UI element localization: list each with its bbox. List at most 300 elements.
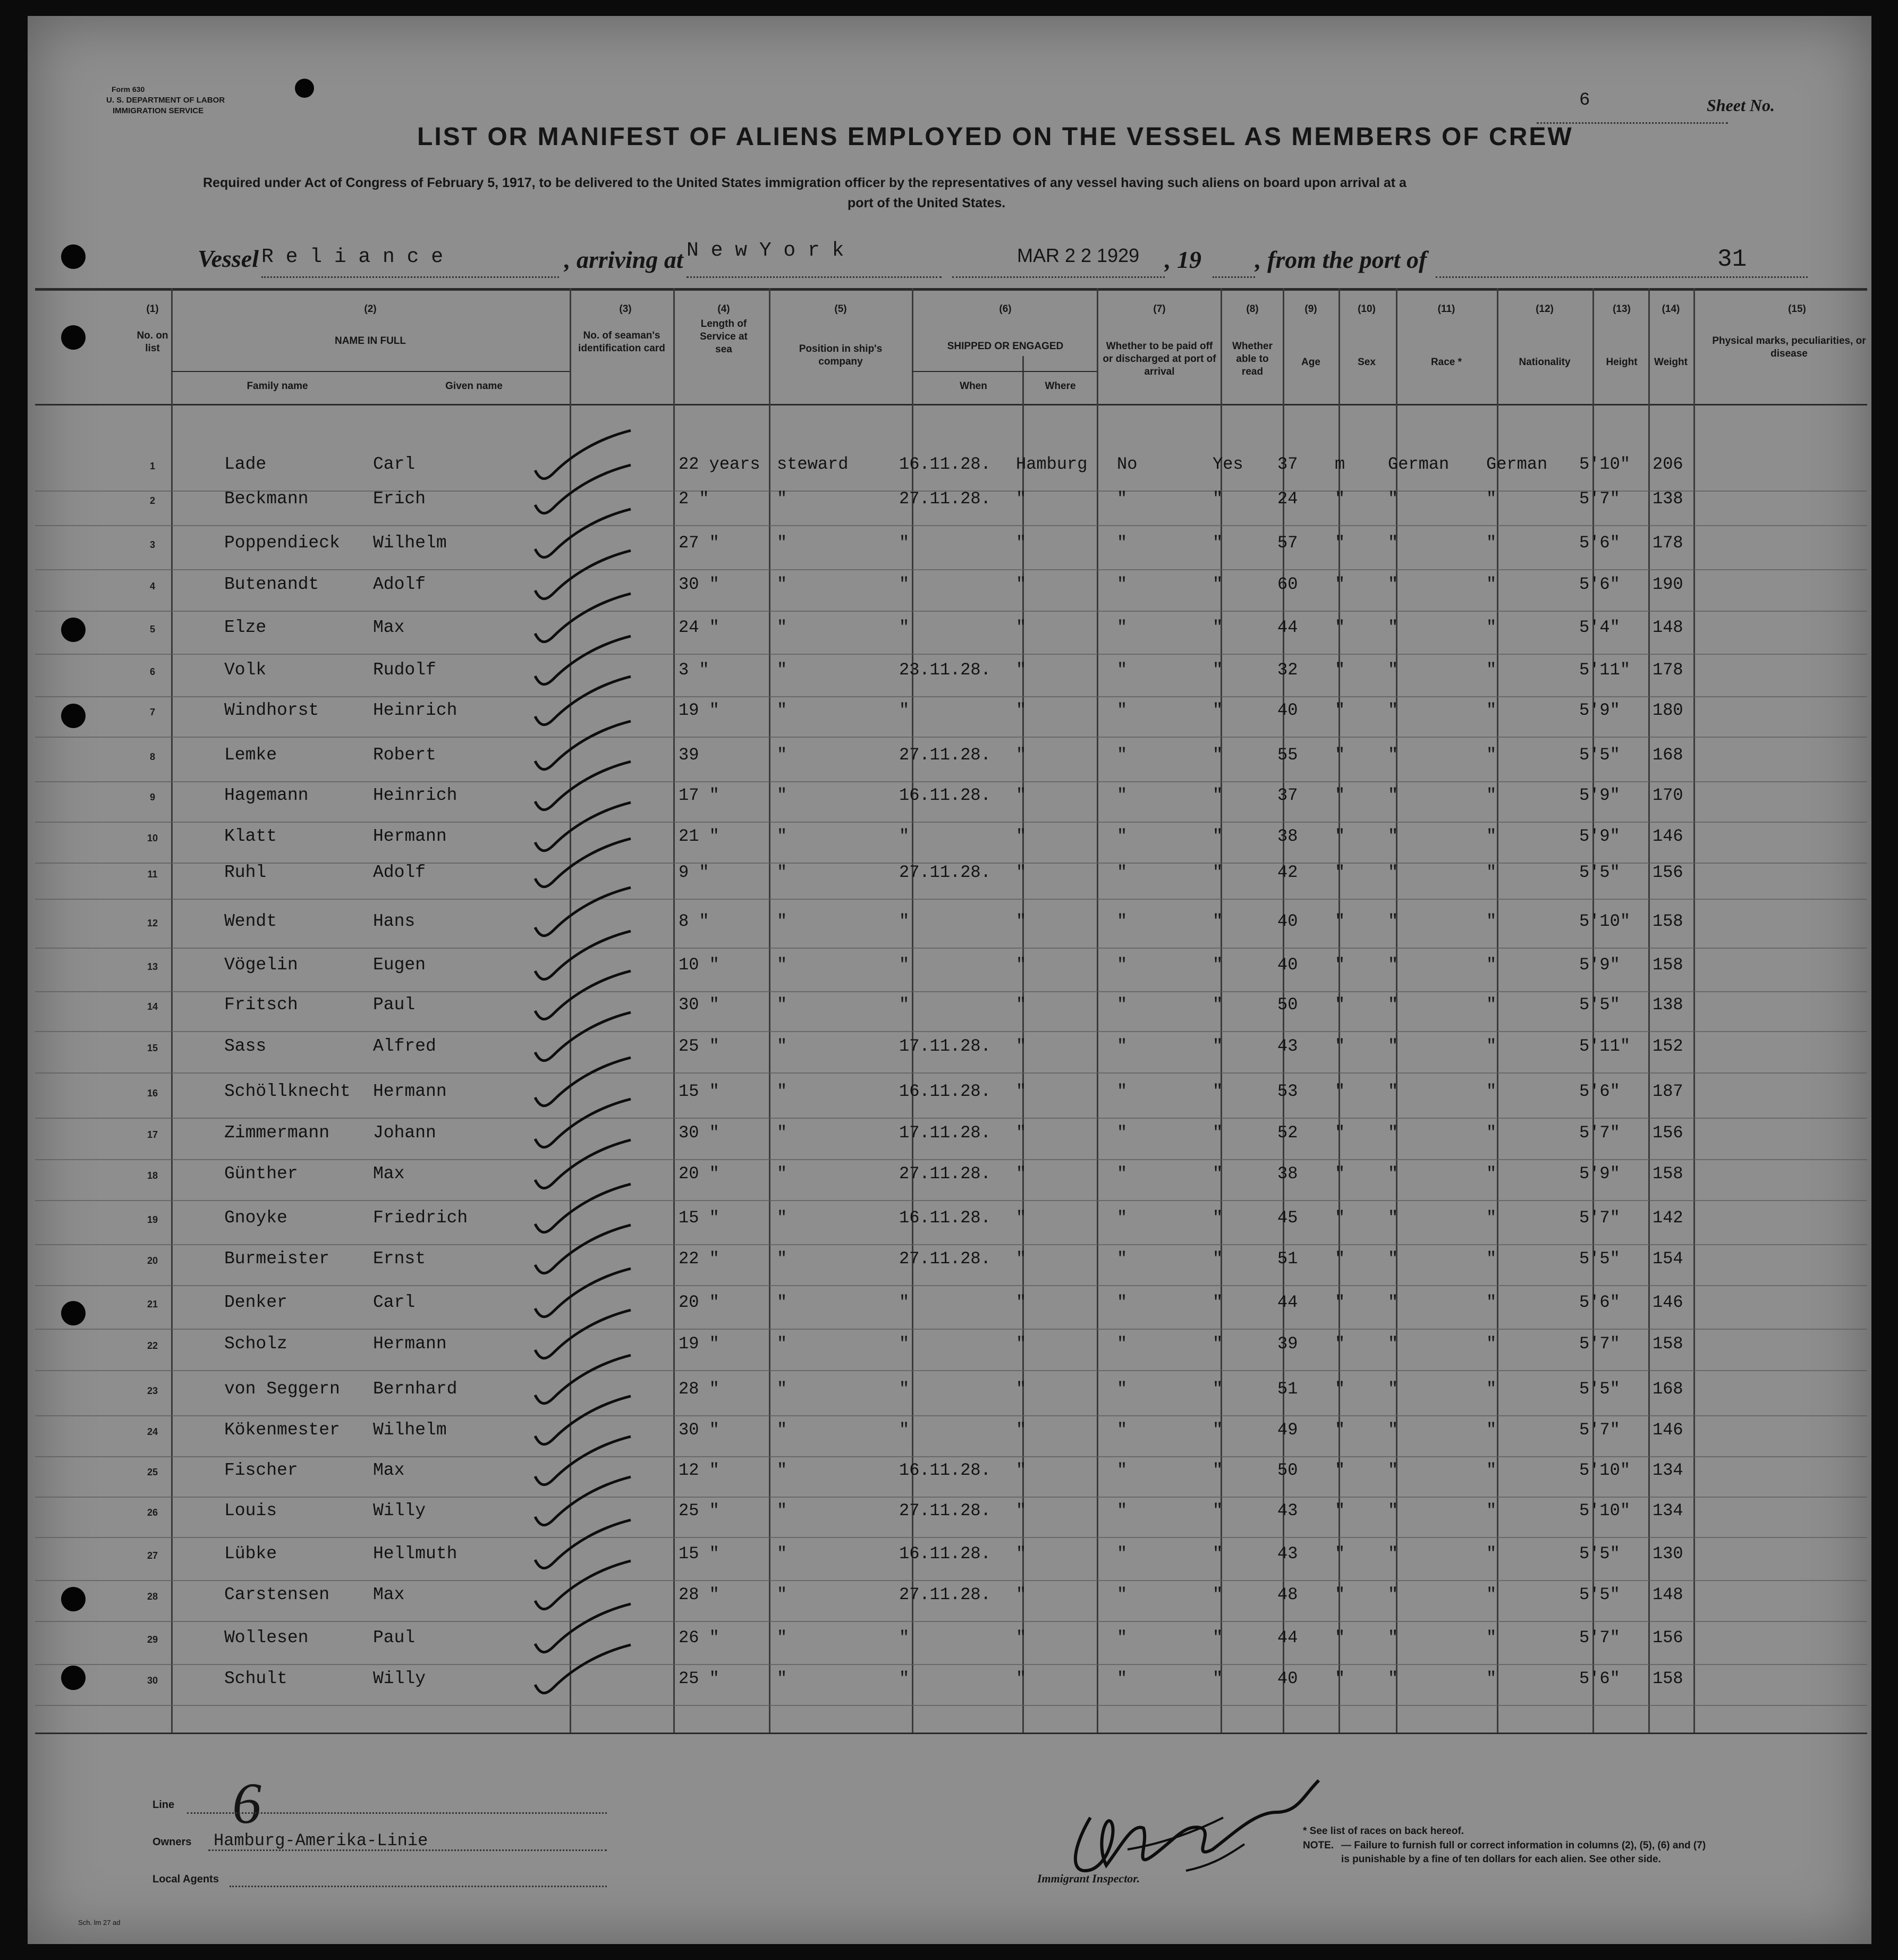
age-cell: 32 [1277,660,1298,680]
service-cell: 15 " [679,1082,719,1101]
able-to-read-cell: " [1213,955,1223,975]
sheet-label: Sheet No. [1707,96,1775,115]
position-cell: " [777,1249,787,1269]
race-cell: " [1388,1164,1399,1184]
shipped-when-cell: 17.11.28. [899,1123,991,1143]
sex-cell: " [1335,955,1345,975]
given-name-cell: Robert [373,745,436,765]
nationality-cell: " [1486,1249,1497,1269]
race-cell: " [1388,1249,1399,1269]
family-name-cell: Elze [224,618,267,637]
shipped-where-cell: " [1016,1334,1027,1354]
race-cell: " [1388,1628,1399,1648]
shipped-when-cell: " [899,995,910,1015]
shipped-where-cell: " [1016,1249,1027,1269]
position-cell: " [777,955,787,975]
height-cell: 5'11" [1579,1036,1631,1056]
col-num-6: (6) [999,303,1012,315]
age-cell: 37 [1277,785,1298,805]
nationality-cell: " [1486,660,1497,680]
row-number: 4 [149,581,155,592]
able-to-read-cell: " [1213,1544,1223,1564]
department-label: U. S. DEPARTMENT OF LABOR [106,96,225,105]
row-rule [35,1072,1867,1074]
service-label: IMMIGRATION SERVICE [113,106,204,115]
height-cell: 5'5" [1579,1585,1620,1604]
race-cell: " [1388,911,1399,931]
given-name-cell: Alfred [373,1036,436,1056]
height-cell: 5'9" [1579,785,1620,805]
owners-underline [208,1849,607,1851]
position-cell: " [777,1123,787,1143]
race-cell: " [1388,1123,1399,1143]
col-header-position: Position in ship's company [799,343,883,367]
row-rule [35,525,1867,526]
height-cell: 5'5" [1579,1379,1620,1399]
service-cell: 30 " [679,995,719,1015]
paid-off-cell: " [1117,1164,1128,1184]
column-divider [769,288,770,1733]
sex-cell: " [1335,1501,1345,1520]
given-name-cell: Willy [373,1669,426,1688]
position-cell: " [777,1420,787,1440]
age-cell: 43 [1277,1501,1298,1520]
row-number: 13 [147,961,158,972]
nationality-cell: " [1486,700,1497,720]
height-cell: 5'6" [1579,575,1620,594]
paid-off-cell: " [1117,489,1128,509]
shipped-when-cell: 27.11.28. [899,1249,991,1269]
family-name-cell: Zimmermann [224,1123,330,1143]
position-cell: " [777,911,787,931]
form-number: Form 630 [112,85,145,94]
nationality-cell: " [1486,1208,1497,1228]
col-header-family-name: Family name [247,381,308,392]
service-cell: 8 " [679,911,709,931]
height-cell: 5'11" [1579,660,1631,680]
shipped-where-cell: " [1016,700,1027,720]
year-line [1213,276,1255,278]
position-cell: " [777,1544,787,1564]
race-cell: " [1388,1292,1399,1312]
nationality-cell: " [1486,1628,1497,1648]
service-cell: 24 " [679,618,719,637]
given-name-cell: Carl [373,1292,416,1312]
check-mark-icon [530,1642,636,1701]
family-name-cell: von Seggern [224,1379,340,1399]
able-to-read-cell: " [1213,826,1223,846]
family-name-cell: Lübke [224,1544,277,1564]
nationality-cell: " [1486,1460,1497,1480]
service-cell: 10 " [679,955,719,975]
col-num-14: (14) [1662,303,1680,315]
able-to-read-cell: " [1213,1334,1223,1354]
position-cell: steward [777,454,849,474]
position-cell: " [777,1036,787,1056]
row-number: 11 [147,869,158,880]
paid-off-cell: " [1117,1669,1128,1688]
service-cell: 20 " [679,1292,719,1312]
family-name-cell: Gnoyke [224,1208,287,1228]
shipped-where-cell: " [1016,1544,1027,1564]
punch-hole [61,618,86,642]
height-cell: 5'5" [1579,745,1620,765]
row-number: 27 [147,1550,158,1561]
service-cell: 21 " [679,826,719,846]
age-cell: 48 [1277,1585,1298,1604]
shipped-where-cell: " [1016,955,1027,975]
given-name-cell: Adolf [373,863,426,882]
shipped-when-cell: " [899,1292,910,1312]
sex-cell: " [1335,1379,1345,1399]
age-cell: 52 [1277,1123,1298,1143]
age-cell: 51 [1277,1379,1298,1399]
age-cell: 49 [1277,1420,1298,1440]
able-to-read-cell: " [1213,995,1223,1015]
age-cell: 40 [1277,911,1298,931]
shipped-when-cell: " [899,1334,910,1354]
row-rule [35,1705,1867,1706]
able-to-read-cell: " [1213,700,1223,720]
height-cell: 5'7" [1579,489,1620,509]
page-reference: 31 [1717,246,1747,273]
column-divider [1097,288,1098,1733]
sex-cell: " [1335,1628,1345,1648]
service-cell: 3 " [679,660,709,680]
service-cell: 2 " [679,489,709,509]
row-number: 18 [147,1170,158,1181]
weight-cell: 146 [1653,1292,1683,1312]
col-num-4: (4) [717,303,730,315]
weight-cell: 158 [1653,1334,1683,1354]
age-cell: 50 [1277,995,1298,1015]
able-to-read-cell: Yes [1213,454,1243,474]
able-to-read-cell: " [1213,1501,1223,1520]
shipped-when-cell: " [899,1669,910,1688]
age-cell: 38 [1277,826,1298,846]
age-cell: 51 [1277,1249,1298,1269]
sex-cell: " [1335,863,1345,882]
manifest-sheet [28,16,1871,1944]
family-name-cell: Scholz [224,1334,287,1354]
weight-cell: 156 [1653,863,1683,882]
paid-off-cell: " [1117,618,1128,637]
shipped-where-cell: " [1016,785,1027,805]
nationality-cell: " [1486,1334,1497,1354]
shipped-where-cell: " [1016,863,1027,882]
height-cell: 5'9" [1579,700,1620,720]
col-num-7: (7) [1153,303,1166,315]
sex-cell: " [1335,785,1345,805]
weight-cell: 148 [1653,1585,1683,1604]
service-cell: 30 " [679,1123,719,1143]
punch-hole [61,704,86,728]
shipped-where-cell: " [1016,1628,1027,1648]
row-rule [35,1415,1867,1416]
row-number: 26 [147,1507,158,1518]
age-cell: 37 [1277,454,1298,474]
subtitle-line-1: Required under Act of Congress of February 5, 1917, to be delivered to the United States immigration officer by the representatives of any vessel having such aliens on board upon arrival at a [203,175,1406,190]
race-cell: " [1388,1544,1399,1564]
row-number: 21 [147,1299,158,1310]
nationality-cell: " [1486,826,1497,846]
col-header-name: NAME IN FULL [334,335,406,347]
position-cell: " [777,575,787,594]
age-cell: 55 [1277,745,1298,765]
position-cell: " [777,1082,787,1101]
nationality-cell: " [1486,955,1497,975]
nationality-cell: " [1486,1292,1497,1312]
subtitle-line-2: port of the United States. [848,196,1006,210]
given-name-cell: Hans [373,911,416,931]
able-to-read-cell: " [1213,489,1223,509]
punch-hole [61,244,86,269]
paid-off-cell: " [1117,1292,1128,1312]
col-header-race: Race * [1430,357,1462,368]
row-rule [35,1118,1867,1119]
age-cell: 44 [1277,1628,1298,1648]
family-name-cell: Schöllknecht [224,1082,351,1101]
shipped-when-cell: " [899,533,910,553]
weight-cell: 146 [1653,826,1683,846]
row-rule [35,1537,1867,1538]
row-rule [35,948,1867,949]
family-name-cell: Windhorst [224,700,319,720]
weight-cell: 138 [1653,489,1683,509]
col-header-shipped: SHIPPED OR ENGAGED [947,341,1064,352]
paid-off-cell: " [1117,995,1128,1015]
col-num-3: (3) [619,303,632,315]
position-cell: " [777,533,787,553]
note-text-1: — Failure to furnish full or correct information in columns (2), (5), (6) and (7) [1341,1840,1706,1851]
shipped-when-cell: " [899,1420,910,1440]
nationality-cell: " [1486,533,1497,553]
nationality-cell: " [1486,1123,1497,1143]
shipped-when-cell: " [899,826,910,846]
family-name-cell: Klatt [224,826,277,846]
given-name-cell: Heinrich [373,785,457,805]
service-cell: 19 " [679,1334,719,1354]
row-rule [35,1159,1867,1160]
shipped-when-cell: " [899,618,910,637]
shipped-when-cell: " [899,955,910,975]
race-cell: " [1388,1460,1399,1480]
height-cell: 5'7" [1579,1208,1620,1228]
row-number: 7 [149,707,155,717]
note-label: NOTE. [1303,1840,1334,1851]
paid-off-cell: " [1117,1334,1128,1354]
row-rule [35,1621,1867,1622]
height-cell: 5'5" [1579,995,1620,1015]
weight-cell: 148 [1653,618,1683,637]
weight-cell: 142 [1653,1208,1683,1228]
service-cell: 15 " [679,1208,719,1228]
given-name-cell: Adolf [373,575,426,594]
nationality-cell: " [1486,1544,1497,1564]
nationality-cell: " [1486,489,1497,509]
race-cell: " [1388,785,1399,805]
row-rule [35,1285,1867,1286]
race-cell: " [1388,1334,1399,1354]
weight-cell: 170 [1653,785,1683,805]
paid-off-cell: " [1117,785,1128,805]
weight-cell: 180 [1653,700,1683,720]
service-cell: 39 [679,745,699,765]
sex-cell: " [1335,826,1345,846]
sex-cell: m [1335,454,1345,474]
shipped-when-cell: 16.11.28. [899,1082,991,1101]
shipped-when-cell: 27.11.28. [899,489,991,509]
position-cell: " [777,863,787,882]
sex-cell: " [1335,995,1345,1015]
race-cell: " [1388,660,1399,680]
paid-off-cell: " [1117,1123,1128,1143]
weight-cell: 168 [1653,1379,1683,1399]
age-cell: 44 [1277,618,1298,637]
row-rule [35,696,1867,697]
column-divider [1497,288,1498,1733]
row-number: 9 [149,792,155,802]
paid-off-cell: " [1117,1249,1128,1269]
able-to-read-cell: " [1213,1292,1223,1312]
able-to-read-cell: " [1213,1585,1223,1604]
weight-cell: 138 [1653,995,1683,1015]
age-cell: 60 [1277,575,1298,594]
row-number: 23 [147,1385,158,1396]
service-cell: 22 " [679,1249,719,1269]
col-header-service: Length of Service at sea [700,318,748,355]
row-rule [35,1244,1867,1245]
able-to-read-cell: " [1213,1208,1223,1228]
paid-off-cell: " [1117,1460,1128,1480]
arriving-port-line [687,276,942,278]
row-number: 16 [147,1088,158,1099]
shipped-where-cell: " [1016,1501,1027,1520]
nationality-cell: " [1486,1501,1497,1520]
height-cell: 5'9" [1579,1164,1620,1184]
weight-cell: 187 [1653,1082,1683,1101]
service-cell: 27 " [679,533,719,553]
height-cell: 5'10" [1579,1460,1631,1480]
able-to-read-cell: " [1213,660,1223,680]
sex-cell: " [1335,1669,1345,1688]
shipped-when-cell: 17.11.28. [899,1036,991,1056]
col-header-list-no: No. on list [137,330,168,354]
row-number: 22 [147,1340,158,1351]
family-name-cell: Wendt [224,911,277,931]
nationality-cell: " [1486,1164,1497,1184]
sex-cell: " [1335,700,1345,720]
sex-cell: " [1335,489,1345,509]
paid-off-cell: No [1117,454,1138,474]
race-cell: " [1388,1036,1399,1056]
row-number: 12 [147,918,158,928]
weight-cell: 156 [1653,1628,1683,1648]
row-rule [35,899,1867,900]
nationality-cell: " [1486,1379,1497,1399]
paid-off-cell: " [1117,863,1128,882]
able-to-read-cell: " [1213,1460,1223,1480]
from-port-line [1436,276,1808,278]
row-rule [35,611,1867,612]
shipped-when-cell: " [899,575,910,594]
sex-cell: " [1335,1585,1345,1604]
given-name-cell: Max [373,618,405,637]
nationality-cell: " [1486,1036,1497,1056]
col-header-physical-marks: Physical marks, peculiarities, or disease [1712,335,1866,359]
given-name-cell: Willy [373,1501,426,1520]
sex-cell: " [1335,1164,1345,1184]
inspector-label: Immigrant Inspector. [1037,1872,1140,1885]
col-header-id-card: No. of seaman's identification card [578,330,665,354]
height-cell: 5'7" [1579,1123,1620,1143]
agents-underline [230,1886,607,1887]
race-cell: " [1388,955,1399,975]
position-cell: " [777,785,787,805]
position-cell: " [777,995,787,1015]
height-cell: 5'5" [1579,1249,1620,1269]
family-name-cell: Ruhl [224,863,267,882]
shipped-where-cell: " [1016,660,1027,680]
able-to-read-cell: " [1213,863,1223,882]
paid-off-cell: " [1117,911,1128,931]
able-to-read-cell: " [1213,785,1223,805]
given-name-cell: Carl [373,454,416,474]
service-cell: 17 " [679,785,719,805]
family-name-cell: Denker [224,1292,287,1312]
service-cell: 30 " [679,1420,719,1440]
row-rule [35,1200,1867,1201]
height-cell: 5'10" [1579,1501,1631,1520]
service-cell: 28 " [679,1379,719,1399]
col-header-read: Whether able to read [1232,341,1273,377]
able-to-read-cell: " [1213,533,1223,553]
weight-cell: 158 [1653,955,1683,975]
age-cell: 40 [1277,1669,1298,1688]
row-rule [35,1370,1867,1371]
col-num-13: (13) [1613,303,1631,315]
service-cell: 26 " [679,1628,719,1648]
height-cell: 5'5" [1579,863,1620,882]
col-header-paid-off: Whether to be paid off or discharged at port of arrival [1103,341,1216,377]
shipped-when-cell: 27.11.28. [899,745,991,765]
shipped-where-cell: " [1016,489,1027,509]
shipped-where-cell: " [1016,533,1027,553]
shipped-when-cell: 16.11.28. [899,454,991,474]
given-name-cell: Max [373,1585,405,1604]
given-name-cell: Hellmuth [373,1544,457,1564]
shipped-where-cell: " [1016,1585,1027,1604]
position-cell: " [777,1379,787,1399]
weight-cell: 190 [1653,575,1683,594]
shipped-where-cell: " [1016,1036,1027,1056]
punch-hole [295,79,314,98]
paid-off-cell: " [1117,660,1128,680]
height-cell: 5'10" [1579,454,1631,474]
position-cell: " [777,1334,787,1354]
row-number: 14 [147,1001,158,1012]
height-cell: 5'7" [1579,1334,1620,1354]
shipped-when-cell: 16.11.28. [899,1208,991,1228]
year-label: , 19 [1165,246,1201,273]
sex-cell: " [1335,1208,1345,1228]
paid-off-cell: " [1117,1082,1128,1101]
position-cell: " [777,489,787,509]
punch-hole [61,1301,86,1325]
row-rule [35,781,1867,782]
height-cell: 5'4" [1579,618,1620,637]
sex-cell: " [1335,1082,1345,1101]
